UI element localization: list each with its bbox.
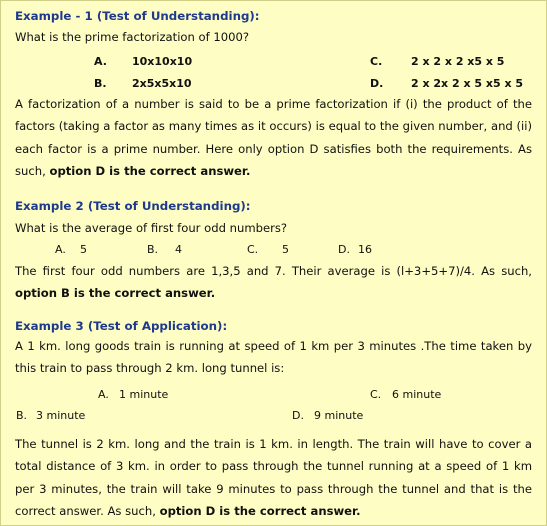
ex3-option-c-label: C. [370,388,382,401]
ex1-option-a-label: A. [94,55,107,68]
ex2-option-c-label: C. [247,243,259,256]
example-2-explanation [15,260,532,305]
example-1-heading: Example - 1 (Test of Understanding): [15,9,260,23]
ex2-option-d-label: D. [338,243,350,256]
example-1-explanation [15,93,532,183]
ex3-option-b-label: B. [16,409,28,422]
ex1-option-b-label: B. [94,77,107,90]
ex3-explanation-text: The tunnel is 2 km. long and the train is 1 km. in length. The train will have to cover a total distance of 3 km. in order to pass through the tunnel running at a speed of 1 km per 3 minutes, the train will take 9 minutes to pass through the tunnel and that is the correct answer. As such, [15,437,532,519]
ex2-explanation-text: The first four odd numbers are 1,3,5 and 7. Their average is (l+3+5+7)/4. As such, [15,264,532,278]
ex2-option-a-text: 5 [80,243,87,256]
ex1-answer: option D is the correct answer. [49,164,251,179]
ex1-option-b-text: 2x5x5x10 [132,77,192,90]
ex2-answer: option B is the correct answer. [15,286,216,301]
ex2-option-a-label: A. [55,243,66,256]
ex3-option-d-text: 9 minute [314,409,364,422]
ex2-option-b-text: 4 [175,243,182,256]
ex1-option-d-label: D. [370,77,384,90]
ex1-explanation-text: A factorization of a number is said to be a prime factorization if (i) the product of the factors (taking a factor as many times as it occurs) is equal to the given number, and (ii) each factor is a prime number. Here only option D satisfies both the requirements. As such, [15,97,532,179]
ex3-option-a-label: A. [98,388,109,401]
ex1-option-d-text: 2 x 2x 2 x 5 x5 x 5 [411,77,524,90]
ex1-option-c-text: 2 x 2 x 2 x5 x 5 [411,55,505,68]
ex1-option-c-label: C. [370,55,383,68]
ex2-option-c-text: 5 [282,243,289,256]
ex3-answer: option D is the correct answer. [159,504,361,519]
ex3-option-c-text: 6 minute [392,388,442,401]
ex3-option-d-label: D. [292,409,304,422]
ex2-option-d-text: 16 [358,243,372,256]
example-2-heading: Example 2 (Test of Understanding): [15,199,251,213]
ex3-option-a-text: 1 minute [119,388,169,401]
ex1-option-a-text: 10x10x10 [132,55,193,68]
example-1-question: What is the prime factorization of 1000? [15,30,250,44]
example-3-heading: Example 3 (Test of Application): [15,319,228,333]
example-3-question: A 1 km. long goods train is running at speed of 1 km per 3 minutes .The time taken by this train to pass through 2 km. long tunnel is: [15,339,532,376]
example-2-question: What is the average of first four odd numbers? [15,221,288,235]
example-3-explanation [15,433,532,523]
ex2-option-b-label: B. [147,243,159,256]
ex3-option-b-text: 3 minute [36,409,86,422]
